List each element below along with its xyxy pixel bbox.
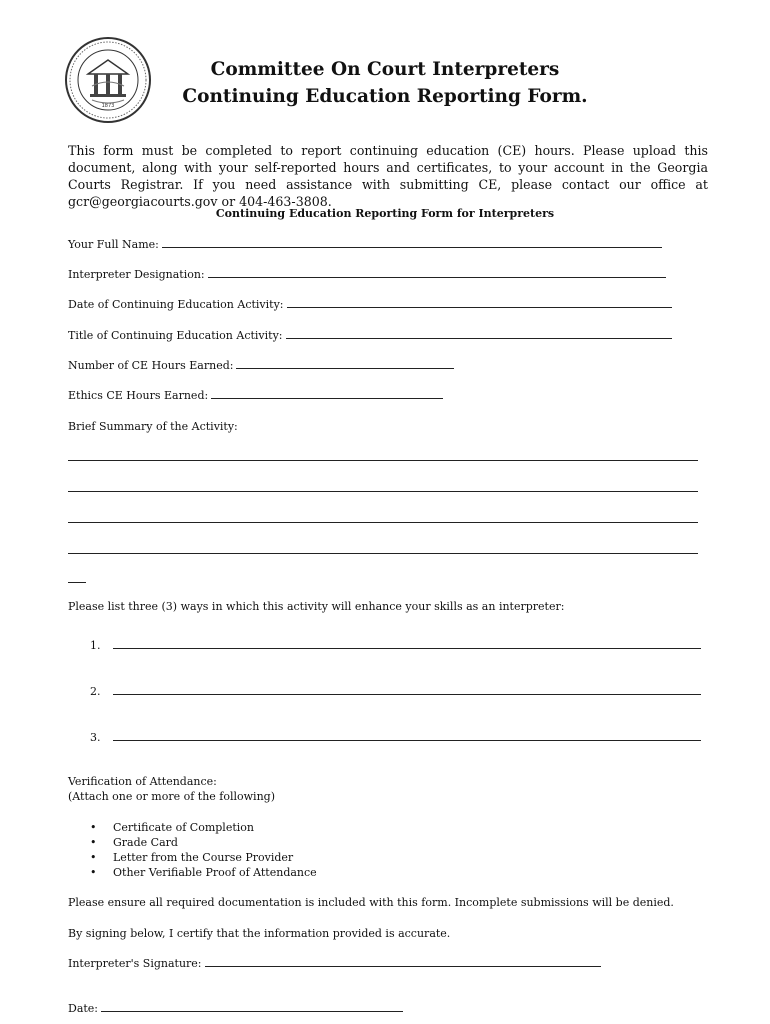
summary-line-3[interactable] [68,522,698,523]
verification-label: Verification of Attendance: [68,775,217,788]
skills-label: Please list three (3) ways in which this activity will enhance your skills as an interpreter: [68,600,565,613]
ethics-hours-label: Ethics CE Hours Earned: [68,389,209,402]
date-activity-label: Date of Continuing Education Activity: [68,298,284,311]
verification-sub: (Attach one or more of the following) [68,790,275,803]
skill-number-2: 2. [90,685,101,698]
signature-label: Interpreter's Signature: [68,957,202,970]
bullet-icon: • [90,821,97,834]
summary-line-5[interactable] [68,582,86,583]
skill-item-2[interactable] [90,685,701,698]
ce-hours-line[interactable] [236,359,454,369]
full-name-field[interactable] [68,238,662,251]
skill-line-3[interactable] [113,731,701,741]
georgia-seal-logo [64,36,152,124]
title-activity-line[interactable] [286,329,672,339]
date-field[interactable] [68,1002,403,1015]
summary-label: Brief Summary of the Activity: [68,420,238,433]
form-subtitle: Continuing Education Reporting Form for Interpreters [215,207,555,220]
date-label: Date: [68,1002,99,1015]
title-line-1: Committee On Court Interpreters [210,59,560,80]
skill-number-3: 3. [90,731,101,744]
designation-label: Interpreter Designation: [68,268,205,281]
certify-text: By signing below, I certify that the information provided is accurate. [68,927,451,940]
list-item: • Letter from the Course Provider [90,851,294,864]
notice-text: Please ensure all required documentation is included with this form. Incomplete submissions will be denied. [68,896,674,909]
date-line[interactable] [101,1002,403,1012]
skill-item-3[interactable] [90,731,701,744]
signature-field[interactable] [68,957,601,970]
list-item: • Other Verifiable Proof of Attendance [90,866,317,879]
summary-line-4[interactable] [68,553,698,554]
designation-field[interactable] [68,268,666,281]
designation-line[interactable] [208,268,666,278]
full-name-line[interactable] [162,238,662,248]
bullet-icon: • [90,866,97,879]
list-item: • Grade Card [90,836,178,849]
verification-list [90,820,317,880]
ce-hours-field[interactable] [68,359,454,372]
skill-number-1: 1. [90,639,101,652]
page-title [150,56,620,110]
title-activity-label: Title of Continuing Education Activity: [68,329,283,342]
skill-line-1[interactable] [113,639,701,649]
ce-hours-label: Number of CE Hours Earned: [68,359,234,372]
bullet-icon: • [90,851,97,864]
full-name-label: Your Full Name: [68,238,159,251]
list-item: • Certificate of Completion [90,821,254,834]
bullet-icon: • [90,836,97,849]
intro-paragraph: This form must be completed to report continuing education (CE) hours. Please upload this document, along with your self-reported hours and certificates, to your account in the Georgia Courts Registrar. If you need assistance with submitting CE, please contact our office at gcr@georgiacourts.gov or 404-463-3808. [68,143,708,209]
title-activity-field[interactable] [68,329,672,342]
skill-item-1[interactable] [90,639,701,652]
summary-line-2[interactable] [68,491,698,492]
date-activity-line[interactable] [287,298,672,308]
summary-line-1[interactable] [68,460,698,461]
signature-line[interactable] [205,957,601,967]
title-line-2: Continuing Education Reporting Form. [182,86,588,107]
ethics-hours-line[interactable] [211,389,443,399]
skill-line-2[interactable] [113,685,701,695]
ethics-hours-field[interactable] [68,389,443,402]
date-activity-field[interactable] [68,298,672,311]
seal-year: 1873 [101,103,115,109]
